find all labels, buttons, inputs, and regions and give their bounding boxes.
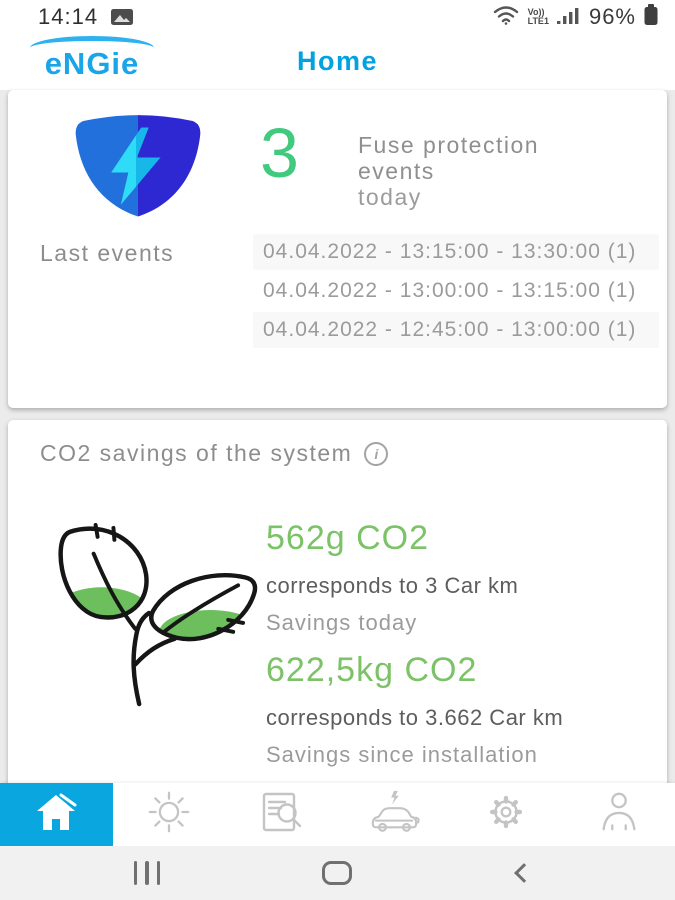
fuse-events-count: 3: [260, 114, 299, 192]
app-header: [0, 34, 675, 90]
co2-total-value: 622,5kg CO2: [266, 651, 478, 689]
home-icon: [32, 790, 80, 839]
android-home-button[interactable]: [307, 846, 367, 900]
nav-tab-solar[interactable]: [113, 783, 226, 846]
co2-today-label: Savings today: [266, 610, 418, 635]
fuse-caption-sub: today: [358, 184, 422, 210]
wifi-icon: [493, 4, 521, 31]
electric-car-icon: [366, 789, 422, 840]
fuse-shield-icon: [68, 106, 208, 229]
co2-total-label: Savings since installation: [266, 742, 538, 767]
engie-logo-text: eNGie: [44, 46, 140, 81]
event-row: 04.04.2022 - 13:00:00 - 13:15:00 (1): [263, 279, 637, 302]
nav-tab-report[interactable]: [225, 783, 338, 846]
status-bar: [0, 0, 675, 34]
fuse-protection-card: [8, 90, 667, 408]
gear-icon: [483, 789, 529, 840]
event-row: 04.04.2022 - 12:45:00 - 13:00:00 (1): [253, 312, 659, 348]
recents-icon: [134, 861, 161, 885]
leaves-illustration-icon: [44, 520, 262, 713]
nav-tab-home[interactable]: [0, 783, 113, 846]
fuse-caption-main: Fuse protection events: [358, 132, 540, 184]
recents-button[interactable]: [117, 846, 177, 900]
last-events-list: [253, 234, 659, 351]
co2-savings-card: [8, 420, 667, 792]
last-events-label: Last events: [40, 240, 175, 266]
event-row: 04.04.2022 - 13:15:00 - 13:30:00 (1): [253, 234, 659, 270]
volte-icon: [528, 8, 549, 26]
co2-today-equivalent: corresponds to 3 Car km: [266, 573, 519, 598]
clock: 14:14: [38, 4, 99, 29]
screenshot-notification-icon: [110, 7, 134, 27]
page-title: Home: [296, 46, 378, 76]
back-icon: [514, 863, 534, 883]
android-home-icon: [322, 861, 352, 885]
android-nav-bar: [0, 846, 675, 900]
bottom-nav-bar: [0, 783, 675, 846]
back-button[interactable]: [494, 846, 554, 900]
fuse-events-caption: [358, 132, 598, 210]
signal-strength-icon: [556, 5, 582, 30]
nav-tab-profile[interactable]: [563, 783, 675, 846]
co2-total-equivalent: corresponds to 3.662 Car km: [266, 705, 564, 730]
top-chrome: [0, 0, 675, 90]
volte-line2: LTE1: [527, 16, 549, 26]
person-icon: [596, 789, 642, 840]
nav-tab-settings[interactable]: [450, 783, 563, 846]
battery-percent: 96%: [588, 4, 636, 29]
co2-card-title: CO2 savings of the system: [40, 440, 353, 466]
report-search-icon: [257, 789, 305, 840]
nav-tab-ev-car[interactable]: [338, 783, 451, 846]
co2-stats-column: [266, 518, 566, 782]
sun-icon: [146, 789, 192, 840]
co2-today-value: 562g CO2: [266, 519, 429, 557]
volte-line1: Vo)): [527, 7, 545, 17]
battery-icon: [643, 3, 659, 32]
info-icon[interactable]: i: [364, 442, 388, 466]
